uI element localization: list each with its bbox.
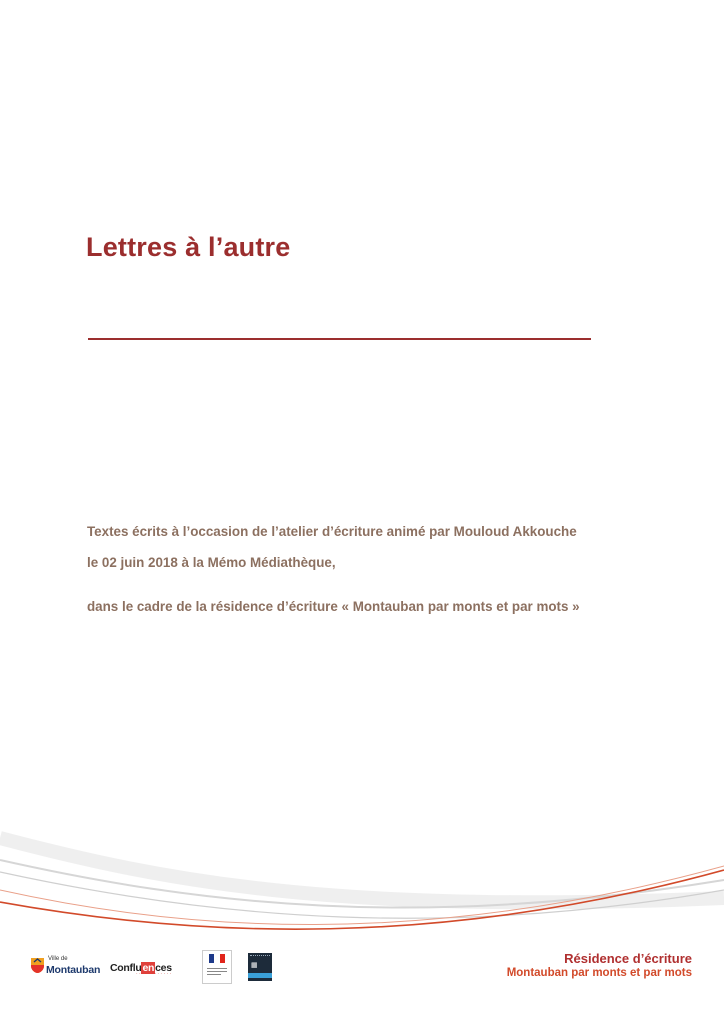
ville-small-label: Ville de: [48, 956, 68, 962]
ministere-text-lines: [207, 968, 227, 977]
dap-mark-icon: ▦: [251, 962, 258, 969]
french-flag-icon: [209, 954, 225, 963]
decorative-waves: [0, 820, 724, 950]
intro-line-1: Textes écrits à l’occasion de l’atelier d’écriture animé par Mouloud Akkouche: [87, 524, 577, 539]
confluences-tagline-mark: · · · · · · · · · · · ·: [136, 971, 172, 977]
ville-de-montauban-logo: [30, 955, 102, 979]
ville-shield-icon: [30, 957, 45, 974]
dap-logo: [248, 953, 272, 981]
ministere-logo: [202, 950, 232, 984]
confluences-wordmark: Confluences: [110, 962, 172, 974]
ville-name-label: Montauban: [46, 964, 101, 976]
document-title: Lettres à l’autre: [86, 232, 291, 262]
residence-subtitle: Montauban par monts et par mots: [506, 967, 692, 979]
residence-title: Résidence d’écriture: [564, 951, 692, 966]
intro-line-3: dans le cadre de la résidence d’écriture « Montauban par monts et par mots »: [87, 599, 580, 614]
confluences-logo: [110, 958, 190, 980]
title-underline: [88, 338, 591, 340]
intro-line-2: le 02 juin 2018 à la Mémo Médiathèque,: [87, 555, 336, 570]
